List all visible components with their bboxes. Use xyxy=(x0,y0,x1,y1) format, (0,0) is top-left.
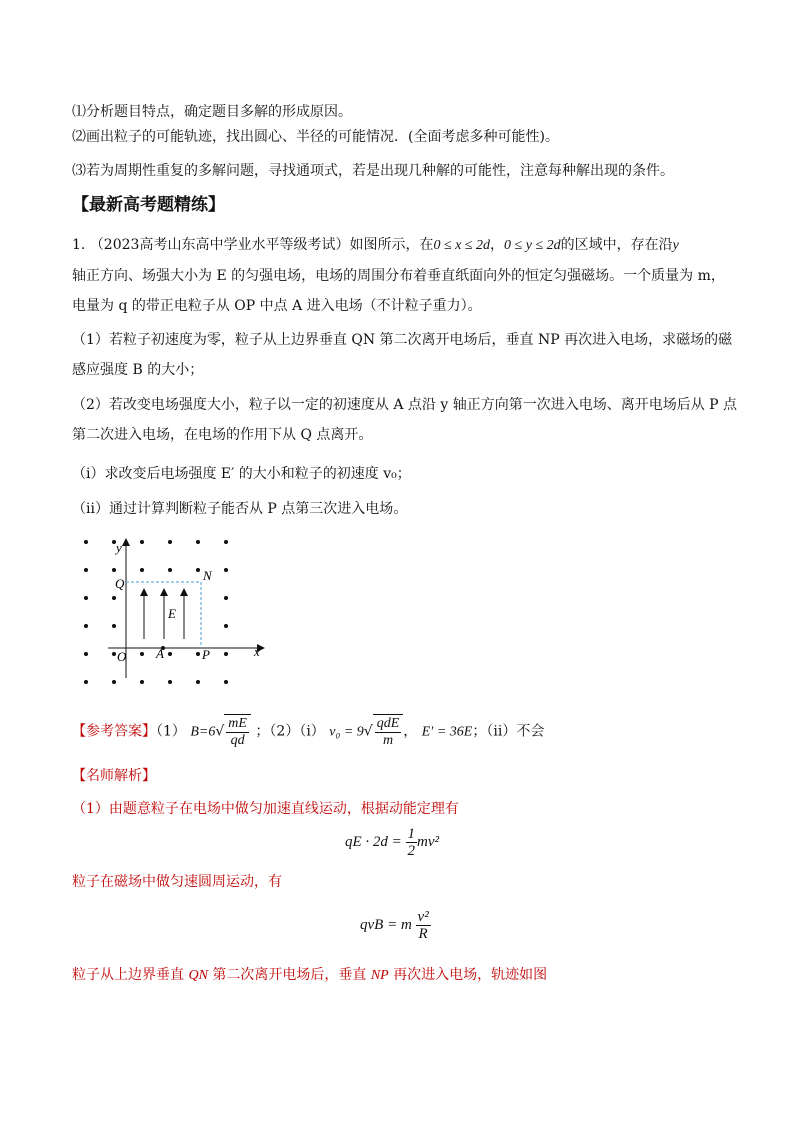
s3-part-c: 再次进入电场，轨迹如图 xyxy=(388,967,548,983)
problem-line-1 xyxy=(72,236,679,255)
problem-line-3: 电量为 q 的带正电粒子从 OP 中点 A 进入电场（不计粒子重力）。 xyxy=(72,298,482,314)
eq1-lhs: qE · 2d = xyxy=(345,833,402,850)
problem-line-2: 轴正方向、场强大小为 E 的匀强电场，电场的周围分布着垂直纸面向外的恒定匀强磁场。一个质量为 m， xyxy=(72,268,725,284)
label-a: A xyxy=(156,646,164,661)
field-diagram xyxy=(76,528,276,692)
field-dot xyxy=(140,652,144,656)
q1-line-1: （1）若粒子初速度为零，粒子从上边界垂直 QN 第二次离开电场后，垂直 NP 再次进入电场，求磁场的磁 xyxy=(72,332,733,348)
field-dot xyxy=(140,680,144,684)
answer-comma: ， xyxy=(403,723,418,740)
answer-2-sqrt: √ $\frac{\text{qdE}}{m}$ xyxy=(364,714,403,749)
field-dot xyxy=(196,680,200,684)
field-dot xyxy=(112,568,116,572)
answer-line xyxy=(72,714,544,750)
label-e: E xyxy=(168,606,176,621)
intro-line-2: ⑵画出粒子的可能轨迹，找出圆心、半径的可能情况．(全面考虑多种可能性)。 xyxy=(72,129,559,145)
label-p: P xyxy=(202,647,210,662)
answer-semi-1: ； xyxy=(255,723,270,740)
label-o: O xyxy=(117,649,127,664)
analysis-step-2: 粒子在磁场中做匀速圆周运动，有 xyxy=(72,874,282,890)
eq2-lhs: qvB = m xyxy=(360,916,412,933)
field-dot xyxy=(84,540,88,544)
problem-stem-b: 的区域中，存在沿 xyxy=(560,237,673,253)
field-dot xyxy=(224,624,228,628)
y-letter: y xyxy=(672,238,679,253)
field-dot xyxy=(224,568,228,572)
field-dot xyxy=(112,596,116,600)
answer-1-lhs: B=6 xyxy=(190,724,216,740)
problem-number: 1. xyxy=(72,237,86,253)
s3-part-a: 粒子从上边界垂直 xyxy=(72,967,189,983)
answer-semi-2: ； xyxy=(472,723,487,740)
problem-stem-a: 如图所示，在 xyxy=(349,237,434,253)
field-dot xyxy=(196,568,200,572)
q2-i: （i）求改变后电场强度 E′ 的大小和粒子的初速度 v₀； xyxy=(72,466,411,482)
range-sep: ， xyxy=(490,237,505,253)
field-dot xyxy=(112,624,116,628)
answer-1-den: qd xyxy=(230,732,245,748)
field-dot xyxy=(112,680,116,684)
field-dot xyxy=(168,540,172,544)
analysis-tag: 【名师解析】 xyxy=(72,768,156,784)
label-n: N xyxy=(203,568,212,583)
field-dot xyxy=(224,540,228,544)
equation-2 xyxy=(360,909,431,942)
label-y: y xyxy=(116,540,122,555)
field-dot xyxy=(84,652,88,656)
answer-2-prefix: （2）（i） xyxy=(269,723,325,740)
answer-1-num: mE xyxy=(228,715,247,731)
label-q: Q xyxy=(115,576,125,591)
answer-3: （ii）不会 xyxy=(486,723,545,740)
field-dot xyxy=(196,540,200,544)
magnetic-field-dots xyxy=(84,540,228,684)
analysis-step-3 xyxy=(72,966,547,985)
q2-line-2: 第二次进入电场，在电场的作用下从 Q 点离开。 xyxy=(72,427,373,443)
s3-qn: QN xyxy=(188,968,208,983)
answer-2-den: m xyxy=(382,732,394,748)
field-dot xyxy=(168,568,172,572)
field-dot xyxy=(84,624,88,628)
field-dot xyxy=(84,596,88,600)
answer-tag: 【参考答案】 xyxy=(72,723,156,740)
range-x: 0 ≤ x ≤ 2d xyxy=(433,238,491,253)
q1-line-2: 感应强度 B 的大小； xyxy=(72,362,204,378)
s3-np: NP xyxy=(370,968,389,983)
q2-ii: （ii）通过计算判断粒子能否从 P 点第三次进入电场。 xyxy=(72,501,408,517)
field-dot xyxy=(112,652,116,656)
q2-line-1: （2）若改变电场强度大小，粒子以一定的初速度从 A 点沿 y 轴正方向第一次进入电场、离开电场后从 P 点 xyxy=(72,397,738,413)
field-dot xyxy=(84,680,88,684)
field-dot xyxy=(84,568,88,572)
label-x: x xyxy=(254,644,260,659)
section-title: 【最新高考题精练】 xyxy=(72,195,225,215)
equation-1 xyxy=(345,826,439,859)
field-dot xyxy=(224,652,228,656)
eq2-den: R xyxy=(418,926,428,942)
problem-source: （2023高考山东高中学业水平等级考试） xyxy=(89,237,350,253)
field-dot xyxy=(196,652,200,656)
field-dot xyxy=(168,680,172,684)
intro-line-3: ⑶若为周期性重复的多解问题，寻找通项式，若是出现几种解的可能性，注意每种解出现的条件。 xyxy=(72,163,674,179)
field-dot xyxy=(140,568,144,572)
range-y: 0 ≤ y ≤ 2d xyxy=(504,238,561,253)
answer-2-e: E′ = 36E xyxy=(421,724,473,740)
analysis-step-1: （1）由题意粒子在电场中做匀加速直线运动，根据动能定理有 xyxy=(72,801,459,817)
eq1-num: 1 xyxy=(407,826,416,842)
field-dot xyxy=(168,652,172,656)
field-dot xyxy=(224,680,228,684)
eq2-num: v² xyxy=(417,909,429,925)
eq1-den: 2 xyxy=(407,843,416,859)
eq1-rhs: mv² xyxy=(417,833,440,850)
field-dot xyxy=(224,596,228,600)
field-dot xyxy=(140,540,144,544)
answer-2-lhs: v₀ = 9 xyxy=(329,724,364,740)
intro-line-1: ⑴分析题目特点，确定题目多解的形成原因。 xyxy=(72,104,352,120)
answer-2-num: qdE xyxy=(376,715,400,731)
answer-1-prefix: （1） xyxy=(156,723,186,740)
answer-1-sqrt: √ $\frac{mE}{qd}$ xyxy=(215,714,251,749)
s3-part-b: 第二次离开电场后，垂直 xyxy=(207,967,371,983)
